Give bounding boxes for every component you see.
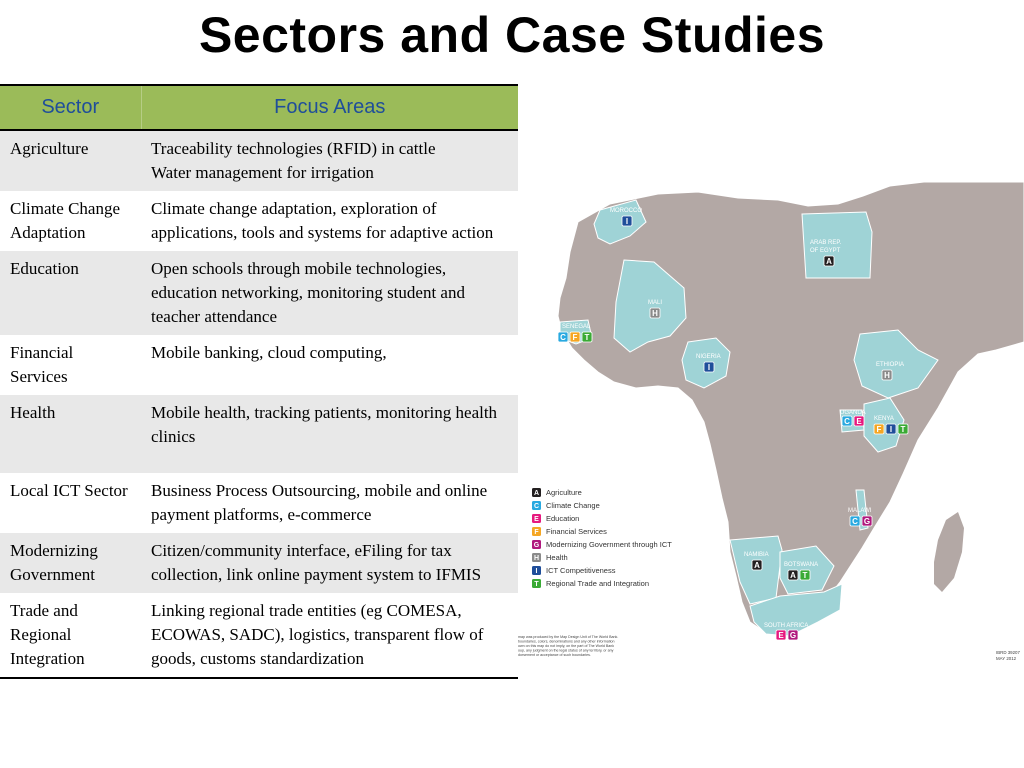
label-uganda: UGANDA [840, 410, 866, 416]
sector-badge-c [850, 516, 860, 526]
table-row [0, 593, 518, 678]
madagascar [934, 512, 964, 592]
label-morocco: MOROCCO [610, 208, 642, 214]
badge-letter: H [884, 371, 890, 380]
sector-badge-a [824, 256, 834, 266]
disclaimer-line: boundaries, colors, denominations and any other information [518, 639, 615, 644]
label-egypt-1: ARAB REP. [810, 240, 842, 246]
sector-badge-a [788, 570, 798, 580]
table-header-row [0, 85, 518, 130]
map-disclaimer [518, 635, 618, 657]
badge-letter: T [802, 571, 808, 580]
legend-label-financial-services: Financial Services [546, 527, 607, 536]
badge-letter: F [876, 425, 882, 434]
legend-label-regional-trade: Regional Trade and Integration [546, 579, 649, 588]
map-ref-date: MAY 2012 [996, 656, 1017, 661]
label-ethiopia: ETHIOPIA [876, 362, 905, 368]
badge-letter: F [572, 333, 578, 342]
badge-letter: A [754, 561, 760, 570]
badge-letter: A [790, 571, 796, 580]
label-kenya: KENYA [874, 416, 894, 422]
sector-badge-i [886, 424, 896, 434]
legend-letter-G: G [533, 542, 540, 549]
disclaimer-line: map was produced by the Map Design Unit of The World Bank. [518, 635, 619, 639]
focus-cell: Mobile banking, cloud computing, [141, 335, 518, 395]
focus-cell [141, 130, 518, 191]
sector-cell: Local ICT Sector [0, 473, 141, 533]
focus-cell: Open schools through mobile technologies, education networking, monitoring student and teacher attendance [141, 251, 518, 335]
legend-letter-T: T [534, 581, 539, 588]
sector-cell: Trade and Regional Integration [0, 593, 141, 678]
map-legend [532, 488, 672, 588]
sector-badge-t [800, 570, 810, 580]
table-row [0, 533, 518, 593]
table-row [0, 191, 518, 251]
sector-badge-i [704, 362, 714, 372]
label-egypt-2: OF EGYPT [810, 248, 841, 254]
legend-letter-F: F [534, 529, 539, 536]
sectors-table [0, 84, 518, 679]
sector-badge-c [558, 332, 568, 342]
legend-letter-I: I [535, 568, 538, 575]
sector-badge-f [874, 424, 884, 434]
legend-label-agriculture: Agriculture [546, 488, 582, 497]
disclaimer-line: own on this map do not imply, on the part of The World Bank [518, 644, 615, 648]
badge-letter: I [707, 363, 711, 372]
table-row [0, 473, 518, 533]
sector-badge-g [788, 630, 798, 640]
sector-cell: Modernizing Government [0, 533, 141, 593]
badge-letter: C [844, 417, 850, 426]
disclaimer-line: oup, any judgment on the legal status of any territory, or any [518, 648, 614, 653]
badge-letter: E [778, 631, 784, 640]
sector-cell: Education [0, 251, 141, 335]
sector-badge-c [842, 416, 852, 426]
label-senegal: SENEGAL [562, 324, 591, 330]
focus-cell: Linking regional trade entities (eg COMESA, ECOWAS, SADC), logistics, transparent flow of goods, customs standardization [141, 593, 518, 678]
sector-badge-e [776, 630, 786, 640]
sector-badge-h [882, 370, 892, 380]
focus-line: Traceability technologies (RFID) in cattle Water management for irrigation [151, 139, 436, 182]
sector-badge-t [582, 332, 592, 342]
legend-label-health: Health [546, 553, 568, 562]
table-row [0, 251, 518, 335]
table-row [0, 395, 518, 473]
label-botswana: BOTSWANA [784, 562, 819, 568]
badge-letter: T [900, 425, 906, 434]
focus-cell: Business Process Outsourcing, mobile and online payment platforms, e-commerce [141, 473, 518, 533]
legend-label-modernizing-government: Modernizing Government through ICT [546, 540, 672, 549]
map-ref-code: IBRD 39207 [996, 650, 1020, 655]
focus-cell: Mobile health, tracking patients, monitoring health clinics [141, 395, 518, 473]
focus-cell: Climate change adaptation, exploration of applications, tools and systems for adaptive action [141, 191, 518, 251]
legend-letter-A: A [533, 490, 540, 497]
slide-title: Sectors and Case Studies [198, 7, 826, 63]
legend-letter-C: C [533, 503, 540, 510]
sector-cell: Climate Change Adaptation [0, 191, 141, 251]
badge-letter: A [826, 257, 832, 266]
badge-letter: C [560, 333, 566, 342]
sector-badge-e [854, 416, 864, 426]
badge-letter: I [625, 217, 629, 226]
label-mali: MALI [648, 300, 663, 306]
badge-letter: T [584, 333, 590, 342]
sector-cell: Agriculture [0, 130, 141, 191]
badge-letter: I [889, 425, 893, 434]
label-namibia: NAMIBIA [744, 552, 769, 558]
sector-cell: Health [0, 395, 141, 473]
table-row [0, 130, 518, 191]
badge-letter: H [652, 309, 658, 318]
africa-map [518, 182, 1024, 664]
label-nigeria: NIGERIA [696, 354, 721, 360]
header-focus-areas: Focus Areas [141, 85, 518, 130]
disclaimer-line: dorsement or acceptance of such boundaries. [518, 653, 591, 657]
badge-letter: E [856, 417, 862, 426]
focus-cell: Citizen/community interface, eFiling for tax collection, link online payment system to IFMIS [141, 533, 518, 593]
sector-badge-g [862, 516, 872, 526]
sector-badge-t [898, 424, 908, 434]
legend-label-ict-competitiveness: ICT Competitiveness [546, 566, 616, 575]
table-row [0, 335, 518, 395]
sector-badge-f [570, 332, 580, 342]
legend-letter-H: H [533, 555, 540, 562]
label-malawi: MALAWI [848, 508, 872, 514]
sector-badge-i [622, 216, 632, 226]
label-south-africa: SOUTH AFRICA [764, 623, 809, 629]
badge-letter: G [789, 631, 797, 640]
badge-letter: C [852, 517, 858, 526]
sector-cell: Financial Services [0, 335, 141, 395]
legend-letter-E: E [534, 516, 539, 523]
badge-letter: G [863, 517, 871, 526]
legend-label-climate-change: Climate Change [546, 501, 600, 510]
sector-badge-h [650, 308, 660, 318]
header-sector: Sector [0, 85, 141, 130]
sector-badge-a [752, 560, 762, 570]
legend-label-education: Education [546, 514, 580, 523]
